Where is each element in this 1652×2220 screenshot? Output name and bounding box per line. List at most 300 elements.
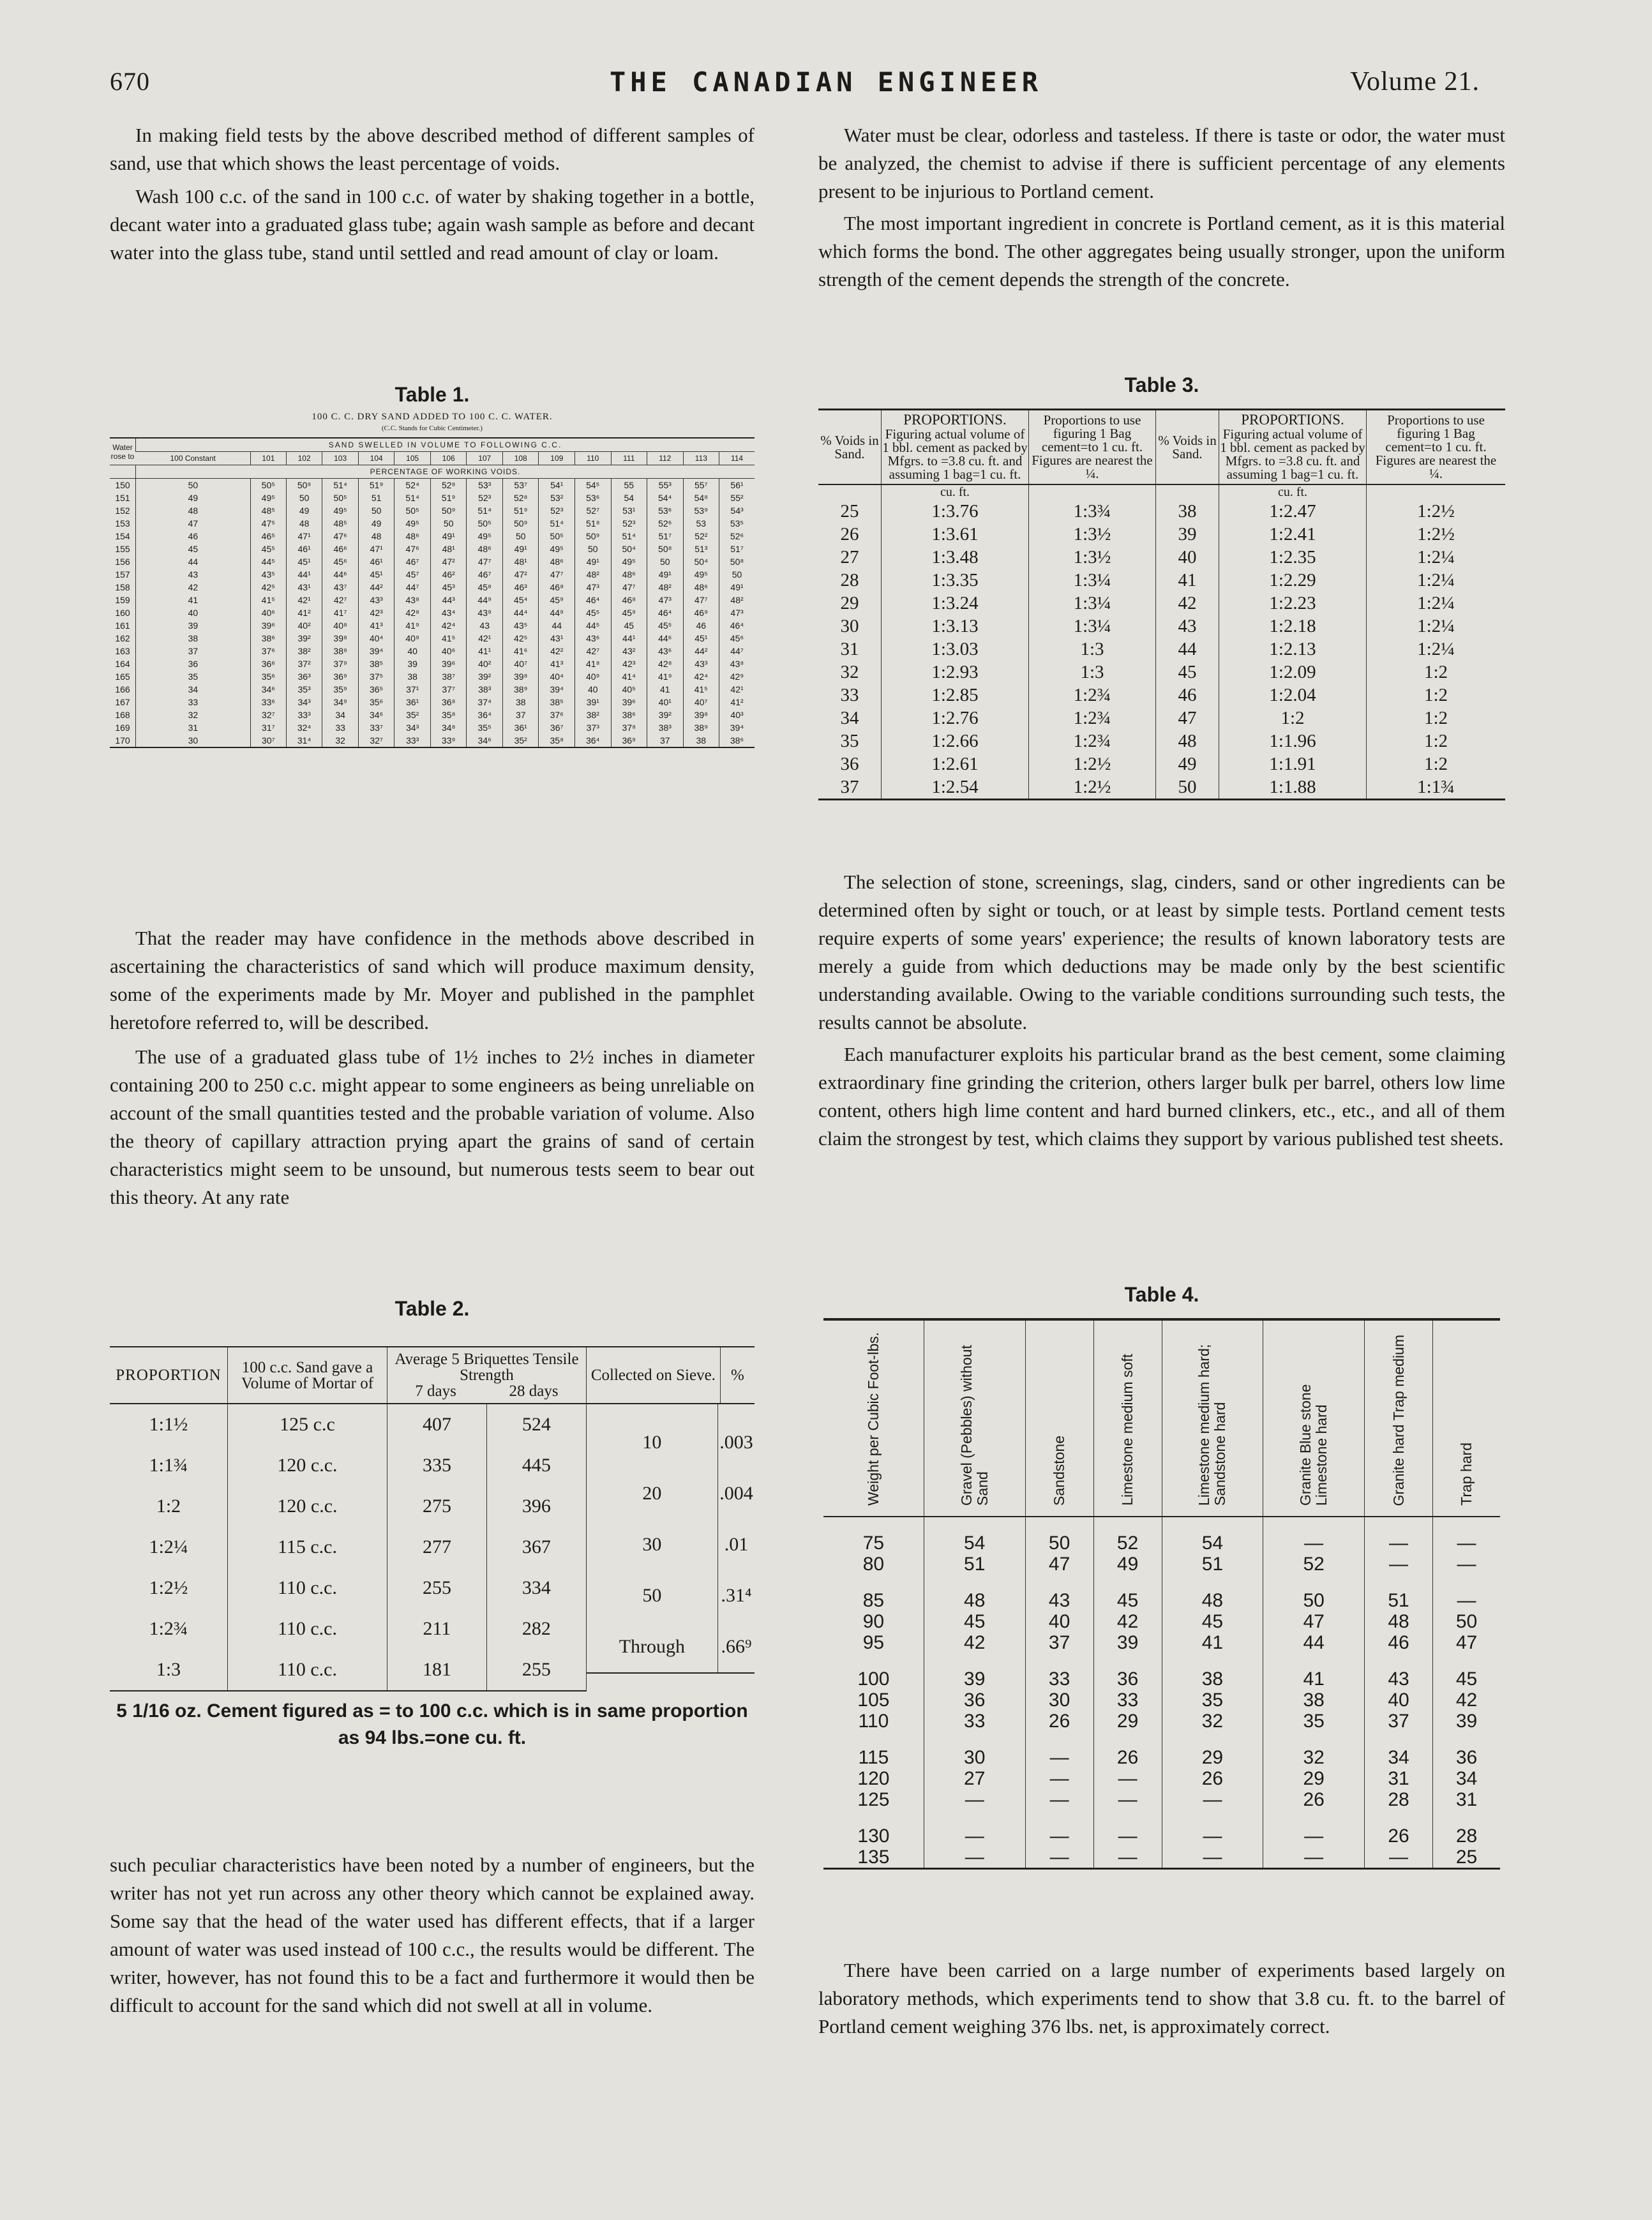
table-cell: 1:2 (1367, 730, 1506, 753)
table-cell: 135 (823, 1847, 924, 1869)
table-cell: — (1433, 1554, 1500, 1575)
table-cell: 44⁴ (502, 606, 539, 619)
table-cell: 50⁴ (683, 555, 719, 568)
table-cell: 44² (683, 645, 719, 657)
table-cell: 40⁴ (358, 632, 394, 645)
table-cell: 30 (840, 615, 859, 636)
table-cell: 52² (683, 530, 719, 543)
table-cell: 42¹ (467, 632, 503, 645)
table-cell: 50 (1263, 1575, 1365, 1611)
table-row (823, 1632, 1500, 1653)
table-cell: 48² (575, 568, 612, 581)
column-header (1025, 1319, 1093, 1517)
table-cell: 54 (1162, 1517, 1263, 1554)
unit-label: cu. ft. (1219, 484, 1367, 500)
table-cell: 85 (862, 1590, 885, 1611)
column-header: 109 (539, 452, 575, 465)
table-cell: 39¹ (575, 696, 612, 709)
table-cell: 40⁴ (539, 670, 575, 683)
table-cell: 47 (1433, 1632, 1500, 1653)
table-cell: 38³ (647, 721, 684, 734)
table-cell: 50⁵ (250, 479, 286, 492)
column-header (1093, 1319, 1162, 1517)
table-cell: 211 (387, 1609, 487, 1649)
table-cell: 51⁴ (394, 491, 431, 504)
table-cell: 48 (1365, 1611, 1433, 1632)
table-cell: 38⁶ (611, 709, 647, 721)
table-cell: 43⁹ (467, 606, 503, 619)
group-header: SAND SWELLED IN VOLUME TO FOLLOWING C.C. (136, 438, 755, 452)
table-cell: 49 (1156, 753, 1219, 776)
table-cell: 51³ (683, 543, 719, 555)
table-cell: 48 (1162, 1575, 1263, 1611)
table-cell: — (1433, 1575, 1500, 1611)
table-cell: 34 (322, 709, 359, 721)
column-header: 112 (647, 452, 684, 465)
table-cell: 39⁸ (502, 670, 539, 683)
table-cell: 49⁵ (322, 504, 359, 517)
table-cell: 445 (486, 1445, 586, 1486)
table-cell: 43⁷ (322, 581, 359, 594)
table-cell: 52³ (539, 504, 575, 517)
table-cell: 43⁶ (575, 632, 612, 645)
table-cell: 47 (1156, 707, 1219, 730)
table-cell: 1:3.76 (882, 500, 1029, 523)
table-cell: 42³ (611, 657, 647, 670)
table-cell: 50⁴ (611, 543, 647, 555)
table-cell: 1:2.76 (882, 707, 1029, 730)
column-header-label: Weight per Cubic Foot-lbs. (864, 1332, 882, 1506)
table-cell: 33⁹ (430, 734, 467, 747)
table-cell: 50⁹ (502, 517, 539, 530)
table-cell: 47⁷ (467, 555, 503, 568)
table-cell: 47¹ (286, 530, 322, 543)
table-2 (110, 1297, 755, 1751)
table-cell: — (1162, 1789, 1263, 1810)
table-row (818, 523, 1505, 546)
table-cell: 25 (1433, 1847, 1500, 1869)
table-cell: 48 (358, 530, 394, 543)
table-cell: 41³ (358, 619, 394, 632)
column-header-label: Granite hard Trap medium (1390, 1334, 1407, 1506)
table-cell: 32⁷ (250, 709, 286, 721)
table-cell: 51 (358, 491, 394, 504)
table-cell: 39² (647, 709, 684, 721)
column-header-label: Gravel (Pebbles) without Sand (957, 1345, 991, 1506)
table-cell: 48⁶ (683, 581, 719, 594)
table-cell: 115 c.c. (228, 1527, 387, 1568)
table-cell: 28 (1433, 1810, 1500, 1847)
table-cell: 120 c.c. (228, 1486, 387, 1527)
table-cell: 42 (136, 581, 251, 594)
row-label: 156 (115, 557, 130, 567)
table-cell: 52⁷ (575, 504, 612, 517)
table-row (823, 1554, 1500, 1575)
table-cell: 51⁹ (358, 479, 394, 492)
row-label: 150 (115, 480, 130, 490)
table-row (823, 1517, 1500, 1554)
table-row (823, 1611, 1500, 1632)
table-cell: 53⁵ (719, 517, 755, 530)
column-header (1365, 1319, 1433, 1517)
col-voids: % Voids in Sand. (818, 410, 882, 485)
table-cell: 407 (387, 1404, 487, 1445)
table-cell: 46⁸ (539, 581, 575, 594)
table-cell: 35⁸ (539, 734, 575, 747)
table-cell: 45⁵ (250, 543, 286, 555)
right-bottom-text (818, 1956, 1505, 2041)
table-cell: 1:3.24 (882, 592, 1029, 615)
table-cell: 42⁸ (394, 606, 431, 619)
table-cell: 49⁵ (539, 543, 575, 555)
table-cell: 38⁵ (539, 696, 575, 709)
column-header (924, 1319, 1025, 1517)
table-cell: 31⁴ (286, 734, 322, 747)
table-cell: 41 (136, 594, 251, 606)
table-row (110, 530, 755, 543)
table-cell: — (1263, 1810, 1365, 1847)
table-cell: 52 (1093, 1517, 1162, 1554)
table-4 (823, 1283, 1500, 1870)
table-cell: 43¹ (286, 581, 322, 594)
table-cell: 29 (1093, 1711, 1162, 1732)
table-cell: 51⁴ (539, 517, 575, 530)
table-cell: 1:2 (1367, 661, 1506, 684)
sieve-cell: 20 (587, 1468, 718, 1519)
table-cell: 50 (358, 504, 394, 517)
table-cell: 54¹ (539, 479, 575, 492)
table-row (818, 684, 1505, 707)
table-cell: 48² (719, 594, 755, 606)
row-label: 163 (115, 646, 130, 656)
table-cell: 50 (575, 543, 612, 555)
table-cell: 33 (1025, 1653, 1093, 1690)
table-cell: 1:1.88 (1219, 776, 1367, 800)
table-row (818, 776, 1505, 800)
table-cell: 34⁹ (322, 696, 359, 709)
table-cell: 53 (683, 517, 719, 530)
table-cell: 52³ (467, 491, 503, 504)
table-cell: 25 (840, 500, 859, 521)
table-cell: 39⁴ (358, 645, 394, 657)
paragraph: That the reader may have confidence in the methods above described in ascertaining the characteristics of sand which will produce maximum density, some of the experiments made by Mr. Moyer and published in the pamphlet heretofore referred to, will be described. (110, 927, 755, 1033)
table-cell: 47³ (647, 594, 684, 606)
table-cell: 46 (1365, 1632, 1433, 1653)
table-cell: 35⁵ (467, 721, 503, 734)
table-cell: 48¹ (430, 543, 467, 555)
tensile-label: Average 5 Briquettes Tensile Strength (394, 1351, 579, 1384)
table-cell: 1:2¼ (1367, 638, 1506, 661)
table-cell: 1:3.35 (882, 569, 1029, 592)
table-cell: 34⁶ (358, 709, 394, 721)
table-cell: 39 (1093, 1632, 1162, 1653)
table-cell: 43⁵ (502, 619, 539, 632)
table-cell: 30 (136, 734, 251, 747)
table-row (823, 1732, 1500, 1768)
table-cell: — (924, 1810, 1025, 1847)
table-cell: 46¹ (286, 543, 322, 555)
table-cell: 41⁸ (575, 657, 612, 670)
table-row (823, 1847, 1500, 1869)
table-cell: 51⁴ (322, 479, 359, 492)
table-cell: 1:2.41 (1219, 523, 1367, 546)
table-cell: 53³ (467, 479, 503, 492)
table-cell: 48 (136, 504, 251, 517)
table-cell: 49⁵ (611, 555, 647, 568)
table-cell: 51⁴ (611, 530, 647, 543)
table-cell: 50 (136, 479, 251, 492)
table-cell: 37 (818, 776, 882, 800)
table-cell: 36⁴ (575, 734, 612, 747)
table-cell: 275 (387, 1486, 487, 1527)
table-subtitle: 100 C. C. DRY SAND ADDED TO 100 C. C. WATER. (312, 412, 553, 422)
table-cell: 38⁶ (719, 734, 755, 747)
table-row (823, 1653, 1500, 1690)
row-label: 165 (115, 671, 130, 682)
table-cell: 49¹ (430, 530, 467, 543)
table-cell: — (1365, 1517, 1433, 1554)
table-cell: 53⁶ (647, 504, 684, 517)
table-cell: 44³ (430, 594, 467, 606)
table-cell: 55⁷ (683, 479, 719, 492)
table-cell: 36⁸ (430, 696, 467, 709)
table-cell: 51 (924, 1554, 1025, 1575)
table-cell: 255 (486, 1649, 586, 1691)
table-cell: 50 (1156, 776, 1219, 800)
table-cell: 26 (1365, 1810, 1433, 1847)
table-cell: 43 (467, 619, 503, 632)
table-cell: 34 (1433, 1768, 1500, 1789)
table-row (818, 707, 1505, 730)
table-cell: 41³ (539, 657, 575, 670)
table-cell: 50 (502, 530, 539, 543)
table-cell: 32⁴ (286, 721, 322, 734)
table-cell: 45¹ (683, 632, 719, 645)
table-cell: 30⁷ (250, 734, 286, 747)
table-cell: 1:2 (1219, 707, 1367, 730)
days28-label: 28 days (509, 1383, 559, 1400)
table-cell: 39⁴ (539, 683, 575, 696)
table-1 (110, 383, 755, 748)
table-cell: 44 (136, 555, 251, 568)
column-header (1263, 1319, 1365, 1517)
col-tensile (387, 1347, 587, 1404)
column-header: 113 (683, 452, 719, 465)
table-row (823, 1768, 1500, 1789)
table-row (110, 479, 755, 492)
table-cell: 1:3½ (1029, 523, 1156, 546)
table-row (110, 657, 755, 670)
table-row (110, 632, 755, 645)
table-cell: 1:3 (1029, 661, 1156, 684)
table-row (818, 753, 1505, 776)
table-cell: 49 (358, 517, 394, 530)
table-cell: 47² (502, 568, 539, 581)
table-cell: 40⁷ (683, 696, 719, 709)
table-cell: 42⁵ (250, 581, 286, 594)
table-cell: 52⁸ (430, 479, 467, 492)
table-cell: 51⁷ (647, 530, 684, 543)
table-cell: 45¹ (286, 555, 322, 568)
table-cell: 40⁸ (322, 619, 359, 632)
table-cell: 41⁵ (250, 594, 286, 606)
table-row (110, 683, 755, 696)
row-label: 155 (115, 544, 130, 554)
table-cell: 37 (647, 734, 684, 747)
sieve-row (587, 1621, 755, 1673)
table-cell: 44⁹ (467, 594, 503, 606)
table-cell: 37⁶ (250, 645, 286, 657)
table-cell: 40⁹ (394, 632, 431, 645)
table-cell: 1:3.13 (882, 615, 1029, 638)
table-cell: 44 (1156, 638, 1219, 661)
table-cell: — (924, 1789, 1025, 1810)
table-cell: 42⁹ (719, 670, 755, 683)
table-cell: 50 (430, 517, 467, 530)
table-cell: 45⁶ (719, 632, 755, 645)
table-cell: 100 (857, 1669, 890, 1690)
table-row (823, 1789, 1500, 1810)
table-cell: 33 (136, 696, 251, 709)
table-cell: 30 (924, 1732, 1025, 1768)
col-sieve: Collected on Sieve. (586, 1347, 720, 1404)
table-cell: 51⁴ (467, 504, 503, 517)
table-cell: 48⁵ (322, 517, 359, 530)
table-cell: 75 (862, 1533, 885, 1554)
table-cell: 47⁶ (394, 543, 431, 555)
table-cell: 44² (358, 581, 394, 594)
table-cell: 37¹ (394, 683, 431, 696)
table-cell: 45³ (430, 581, 467, 594)
sieve-cell: 30 (587, 1519, 718, 1570)
table-row (110, 734, 755, 747)
table-cell: 35³ (286, 683, 322, 696)
table-row (110, 619, 755, 632)
table-cell: 45⁶ (322, 555, 359, 568)
table-cell: 45 (136, 543, 251, 555)
table-cell: 277 (387, 1527, 487, 1568)
table-cell: 44⁶ (647, 632, 684, 645)
sieve-pct-cell: .003 (719, 1432, 753, 1453)
table-cell: 49⁵ (683, 568, 719, 581)
table-cell: 44⁷ (719, 645, 755, 657)
table-cell: 50 (647, 555, 684, 568)
table-cell: 51⁹ (502, 504, 539, 517)
table-row (818, 546, 1505, 569)
table-cell: 38⁷ (430, 670, 467, 683)
table-cell: 46⁴ (575, 594, 612, 606)
table-cell: 39⁶ (250, 619, 286, 632)
table-cell: 1:2¼ (1367, 569, 1506, 592)
sieve-cell: 50 (587, 1570, 718, 1621)
table-cell: 28 (840, 569, 859, 590)
table-cell: 42⁴ (683, 670, 719, 683)
table-cell: 37 (1365, 1711, 1433, 1732)
table-cell: 45⁴ (502, 594, 539, 606)
table-cell: 95 (862, 1632, 885, 1653)
table-cell: 47 (1263, 1611, 1365, 1632)
table-cell: 1:2½ (149, 1577, 188, 1598)
table-row (818, 730, 1505, 753)
table-cell: 44¹ (611, 632, 647, 645)
table-caption: Table 2. (394, 1297, 470, 1320)
table-cell: 41⁷ (322, 606, 359, 619)
table-cell: 41¹ (467, 645, 503, 657)
table-cell: 51⁸ (575, 517, 612, 530)
table-cell: 1:1.91 (1219, 753, 1367, 776)
table-cell: 46⁸ (611, 594, 647, 606)
table-cell: 38³ (467, 683, 503, 696)
table-row (823, 1711, 1500, 1732)
table-cell: 55² (719, 491, 755, 504)
table-cell: 44⁷ (394, 581, 431, 594)
table-cell: 41² (719, 696, 755, 709)
table-cell: 33 (840, 684, 859, 705)
table-cell: 34 (840, 707, 859, 728)
table-cell: 1:2 (1367, 707, 1506, 730)
table-cell: 47 (1025, 1554, 1093, 1575)
table-cell: 39⁶ (611, 696, 647, 709)
table-cell: 29 (1263, 1768, 1365, 1789)
column-header: 100 Constant (170, 454, 216, 463)
table-cell: 41⁹ (647, 670, 684, 683)
row-label: 170 (110, 734, 136, 747)
table-cell: 36¹ (502, 721, 539, 734)
table-cell: 34⁶ (467, 734, 503, 747)
table-cell: 34 (1365, 1732, 1433, 1768)
row-label: 154 (115, 531, 130, 541)
proportions-table (818, 409, 1505, 800)
table-cell: 49¹ (575, 555, 612, 568)
col-voids: % Voids in Sand. (1156, 410, 1219, 485)
column-header (823, 1319, 924, 1517)
table-cell: — (1025, 1847, 1093, 1869)
table-cell: 1:2¾ (1029, 684, 1156, 707)
table-cell: — (1025, 1768, 1093, 1789)
table-cell: 45 (1156, 661, 1219, 684)
table-cell: 37⁸ (611, 721, 647, 734)
table-cell: 42⁵ (502, 632, 539, 645)
table-cell: 46 (683, 619, 719, 632)
column-header-label: Limestone medium soft (1119, 1354, 1136, 1506)
sieve-pct-cell: .004 (719, 1483, 753, 1504)
table-cell: 50⁸ (647, 543, 684, 555)
table-cell: 125 (857, 1789, 890, 1810)
table-cell: 54⁸ (683, 491, 719, 504)
table-cell: 40² (286, 619, 322, 632)
table-cell: 1:3¼ (1029, 569, 1156, 592)
table-cell: 181 (387, 1649, 487, 1691)
table-row (818, 569, 1505, 592)
table-cell: 40⁹ (575, 670, 612, 683)
table-cell: 41² (286, 606, 322, 619)
table-cell: 1:2¼ (149, 1536, 188, 1557)
table-cell: 43 (136, 568, 251, 581)
table-cell: 35² (394, 709, 431, 721)
table-cell: — (1093, 1810, 1162, 1847)
table-cell: 51 (1162, 1554, 1263, 1575)
table-cell: 120 c.c. (228, 1445, 387, 1486)
table-cell: 255 (387, 1568, 487, 1609)
table-cell: 48 (1156, 730, 1219, 753)
table-cell: — (1263, 1847, 1365, 1869)
row-label: 157 (115, 569, 130, 580)
table-cell: 37 (1025, 1632, 1093, 1653)
table-cell: 35 (1263, 1711, 1365, 1732)
table-row (818, 615, 1505, 638)
table-cell: 33⁷ (358, 721, 394, 734)
table-cell: 49 (136, 491, 251, 504)
